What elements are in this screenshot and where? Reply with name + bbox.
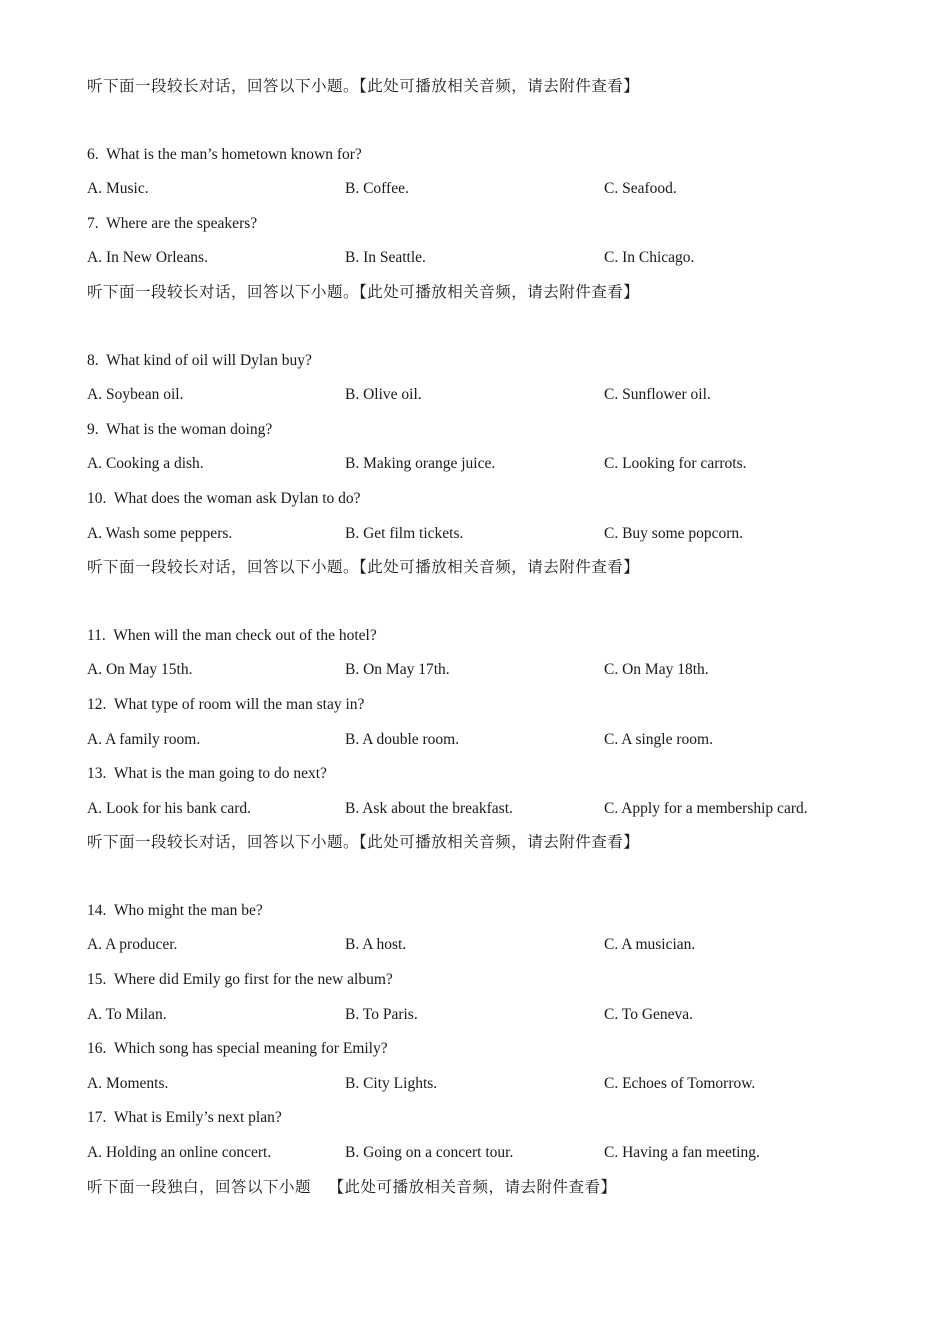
question-text: What is Emily’s next plan? [113, 1109, 282, 1127]
question-number: 17. [87, 1109, 107, 1127]
option-b: B. Going on a concert tour. [345, 1144, 514, 1162]
option-a: A. Holding an online concert. [87, 1144, 272, 1162]
question-text: What is the man going to do next? [113, 765, 327, 783]
option-c: C. Echoes of Tomorrow. [604, 1074, 756, 1092]
option-a: A. A producer. [87, 936, 178, 954]
options-row [87, 653, 887, 688]
question-number: 7. [87, 214, 99, 232]
option-c: C. On May 18th. [604, 661, 709, 679]
question-7 [87, 207, 887, 242]
option-a: A. Soybean oil. [87, 386, 184, 404]
question-8 [87, 344, 887, 379]
options-row [87, 172, 887, 207]
section-instruction: 听下面一段较长对话，回答以下小题。【此处可播放相关音频，请去附件查看】 [87, 834, 640, 852]
options-row [87, 723, 887, 758]
question-number: 15. [87, 971, 107, 989]
section-instruction: 听下面一段较长对话，回答以下小题。【此处可播放相关音频，请去附件查看】 [87, 559, 640, 577]
question-text: What kind of oil will Dylan buy? [106, 351, 312, 369]
option-b: B. Get film tickets. [345, 524, 464, 542]
question-number: 6. [87, 145, 99, 163]
option-b: B. City Lights. [345, 1074, 438, 1092]
option-a: A. To Milan. [87, 1005, 167, 1023]
option-a: A. A family room. [87, 730, 201, 748]
final-instruction: 听下面一段独白，回答以下小题 【此处可播放相关音频，请去附件查看】 [87, 1178, 617, 1196]
option-b: B. A host. [345, 936, 407, 954]
question-text: Who might the man be? [113, 901, 263, 919]
option-b: B. Coffee. [345, 180, 409, 198]
question-text: What does the woman ask Dylan to do? [113, 489, 361, 507]
exam-page [87, 70, 887, 1205]
question-9 [87, 413, 887, 448]
question-number: 8. [87, 351, 99, 369]
option-c: C. To Geneva. [604, 1005, 694, 1023]
options-row [87, 517, 887, 552]
option-a: A. In New Orleans. [87, 249, 208, 267]
option-c: C. A musician. [604, 936, 696, 954]
question-text: Where are the speakers? [106, 214, 258, 232]
question-17 [87, 1101, 887, 1136]
option-c: C. A single room. [604, 730, 713, 748]
option-c: C. Apply for a membership card. [604, 799, 808, 817]
option-b: B. To Paris. [345, 1005, 418, 1023]
option-b: B. Ask about the breakfast. [345, 799, 513, 817]
question-11 [87, 619, 887, 654]
question-text: Which song has special meaning for Emily? [113, 1040, 388, 1058]
option-a: A. Look for his bank card. [87, 799, 251, 817]
options-row [87, 928, 887, 963]
question-10 [87, 482, 887, 517]
question-14 [87, 894, 887, 929]
question-13 [87, 757, 887, 792]
option-a: A. Cooking a dish. [87, 455, 204, 473]
options-row [87, 378, 887, 413]
options-row [87, 447, 887, 482]
option-b: B. Olive oil. [345, 386, 422, 404]
question-number: 9. [87, 420, 99, 438]
options-row [87, 998, 887, 1033]
options-row [87, 241, 887, 276]
option-c: C. In Chicago. [604, 249, 695, 267]
question-16 [87, 1032, 887, 1067]
question-number: 14. [87, 901, 107, 919]
question-text: What is the woman doing? [106, 420, 273, 438]
option-c: C. Looking for carrots. [604, 455, 747, 473]
options-row [87, 1067, 887, 1102]
question-6 [87, 138, 887, 173]
question-text: What is the man’s hometown known for? [106, 145, 362, 163]
option-b: B. Making orange juice. [345, 455, 496, 473]
option-a: A. Wash some peppers. [87, 524, 233, 542]
section-instruction: 听下面一段较长对话，回答以下小题。【此处可播放相关音频，请去附件查看】 [87, 283, 640, 301]
question-number: 10. [87, 489, 107, 507]
question-number: 16. [87, 1040, 107, 1058]
option-c: C. Seafood. [604, 180, 677, 198]
option-a: A. Moments. [87, 1074, 169, 1092]
question-number: 11. [87, 626, 106, 644]
question-15 [87, 963, 887, 998]
option-c: C. Having a fan meeting. [604, 1144, 760, 1162]
question-text: What type of room will the man stay in? [113, 695, 365, 713]
option-b: B. A double room. [345, 730, 460, 748]
option-b: B. On May 17th. [345, 661, 450, 679]
options-row [87, 792, 887, 827]
section-instruction: 听下面一段较长对话，回答以下小题。【此处可播放相关音频，请去附件查看】 [87, 78, 640, 95]
option-c: C. Sunflower oil. [604, 386, 711, 404]
question-12 [87, 688, 887, 723]
question-text: Where did Emily go first for the new album? [113, 971, 393, 989]
option-b: B. In Seattle. [345, 249, 426, 267]
options-row [87, 1136, 887, 1171]
question-text: When will the man check out of the hotel? [113, 626, 377, 644]
option-c: C. Buy some popcorn. [604, 524, 744, 542]
question-number: 12. [87, 695, 107, 713]
option-a: A. Music. [87, 180, 149, 198]
option-a: A. On May 15th. [87, 661, 193, 679]
question-number: 13. [87, 765, 107, 783]
